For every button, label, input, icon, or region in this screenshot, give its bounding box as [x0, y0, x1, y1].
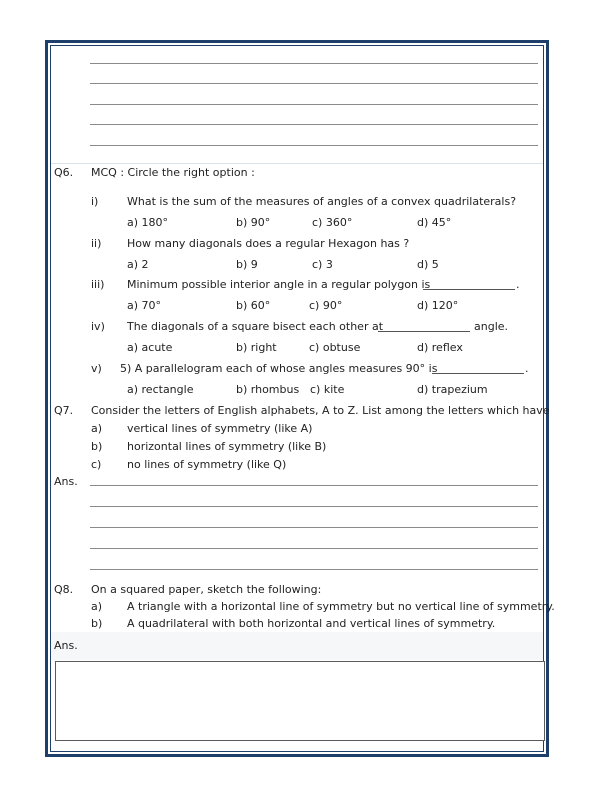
q6-v-option-d: d) trapezium [417, 383, 488, 396]
answer-line [90, 63, 538, 64]
q7-item-a-text: vertical lines of symmetry (like A) [127, 422, 313, 435]
q6-ii-option-b: b) 9 [236, 258, 258, 271]
q6-iii-option-d: d) 120° [417, 299, 459, 312]
q7-item-a-letter: a) [91, 422, 103, 435]
fill-in-blank [423, 289, 515, 290]
q6-iii-option-c: c) 90° [309, 299, 343, 312]
answer-line [90, 83, 538, 84]
q8-item-a-letter: a) [91, 600, 103, 613]
q6-iv-text-end: angle. [474, 320, 509, 333]
q8-text: On a squared paper, sketch the following: [91, 583, 322, 596]
q6-iii-option-b: b) 60° [236, 299, 271, 312]
q7-text: Consider the letters of English alphabets, A to Z. List among the letters which have [91, 404, 550, 417]
q6-v-roman: v) [91, 362, 102, 375]
q6-iii-text-end: . [516, 278, 520, 291]
q6-v-text-end: . [525, 362, 529, 375]
q7-item-b-letter: b) [91, 440, 103, 453]
answer-box [55, 661, 545, 741]
q6-ii-roman: ii) [91, 237, 102, 250]
q6-i-option-b: b) 90° [236, 216, 271, 229]
q6-v-option-a: a) rectangle [127, 383, 194, 396]
answer-line [90, 485, 538, 486]
q6-iv-option-c: c) obtuse [309, 341, 361, 354]
answer-line [90, 506, 538, 507]
answer-line [90, 527, 538, 528]
q6-ii-option-d: d) 5 [417, 258, 439, 271]
q6-i-option-d: d) 45° [417, 216, 452, 229]
q6-iv-roman: iv) [91, 320, 105, 333]
q6-iii-text: Minimum possible interior angle in a regular polygon is [127, 278, 431, 291]
answer-line [90, 548, 538, 549]
q6-v-option-b: b) rhombus [236, 383, 300, 396]
q6-number: Q6. [54, 166, 74, 179]
q6-v-text: 5) A parallelogram each of whose angles measures 90° is [120, 362, 438, 375]
q6-ii-option-a: a) 2 [127, 258, 149, 271]
q7-item-b-text: horizontal lines of symmetry (like B) [127, 440, 327, 453]
q6-iii-roman: iii) [91, 278, 105, 291]
q8-item-a-text: A triangle with a horizontal line of symmetry but no vertical line of symmetry. [127, 600, 555, 613]
q6-ii-option-c: c) 3 [312, 258, 333, 271]
q6-iii-option-a: a) 70° [127, 299, 162, 312]
q7-number: Q7. [54, 404, 74, 417]
q7-item-c-text: no lines of symmetry (like Q) [127, 458, 287, 471]
q7-ans-label: Ans. [54, 475, 78, 488]
fill-in-blank [432, 373, 524, 374]
q8-item-b-text: A quadrilateral with both horizontal and vertical lines of symmetry. [127, 617, 496, 630]
q7-item-c-letter: c) [91, 458, 102, 471]
answer-line [90, 145, 538, 146]
q8-item-b-letter: b) [91, 617, 103, 630]
q6-i-option-c: c) 360° [312, 216, 353, 229]
q6-i-roman: i) [91, 195, 99, 208]
q8-ans-label: Ans. [54, 639, 78, 652]
fill-in-blank [378, 331, 470, 332]
q6-i-text: What is the sum of the measures of angles of a convex quadrilaterals? [127, 195, 517, 208]
q6-iv-option-d: d) reflex [417, 341, 463, 354]
q6-iv-text: The diagonals of a square bisect each other at [127, 320, 384, 333]
q8-number: Q8. [54, 583, 74, 596]
q6-i-option-a: a) 180° [127, 216, 169, 229]
q6-ii-text: How many diagonals does a regular Hexagon has ? [127, 237, 410, 250]
q6-iv-option-a: a) acute [127, 341, 173, 354]
answer-line [90, 124, 538, 125]
q6-title: MCQ : Circle the right option : [91, 166, 255, 179]
q6-iv-option-b: b) right [236, 341, 277, 354]
answer-label-band [51, 632, 543, 660]
section-divider [51, 163, 543, 164]
answer-line [90, 104, 538, 105]
q6-v-option-c: c) kite [310, 383, 345, 396]
answer-line [90, 569, 538, 570]
